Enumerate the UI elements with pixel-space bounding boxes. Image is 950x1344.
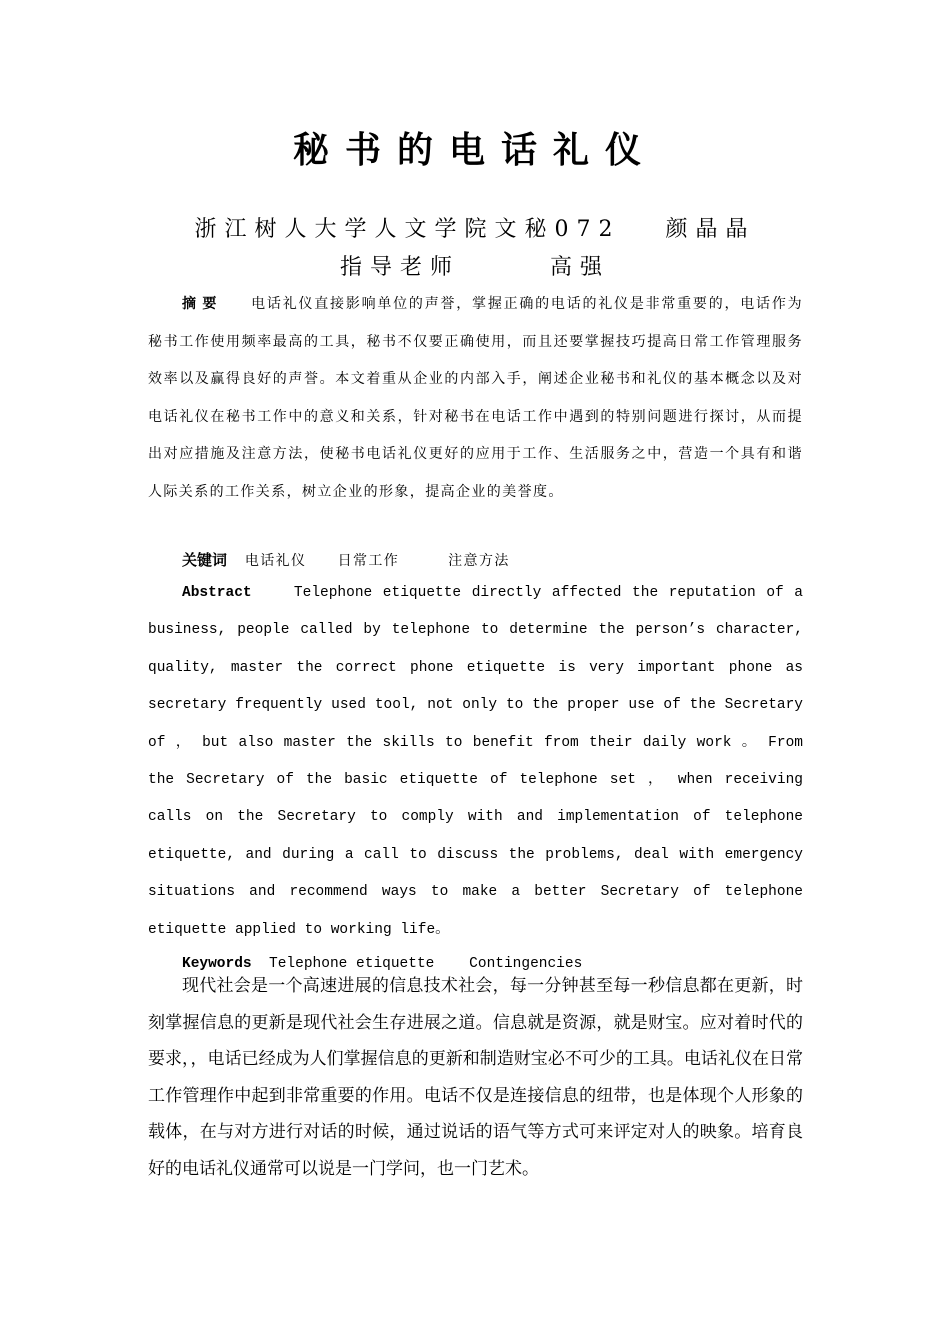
author-line: 浙江树人大学人文学院文秘072 颜晶晶 [194, 217, 756, 242]
english-keywords-label: Keywords [182, 956, 252, 972]
keyword-item: 电话礼仪 [244, 553, 307, 569]
keyword-item: 注意方法 [448, 553, 510, 569]
abstract-text: 电话礼仪直接影响单位的声誉，掌握正确的电话的礼仪是非常重要的，电话作为秘书工作使用频率最高的工具，秘书不仅要正确使用，而且还要掌握技巧提高日常工作管理服务效率以及赢得良好的声誉。本文着重从企业的内部入手，阐述企业秘书和礼仪的基本概念以及对电话礼仪在秘书工作中的意义和关系，针对秘书在电话工作中遇到的特别问题进行探讨，从而提出对应措施及注意方法，使秘书电话礼仪更好的应用于工作、生活服务之中，营造一个具有和谐人际关系的工作关系，树立企业的形象，提高企业的美誉度。 [148, 296, 804, 500]
advisor-line: 指导老师 高强 [340, 255, 610, 280]
english-abstract-text: Telephone etiquette directly affected the reputation of a business, people called by telephone to determine the person’s character, quality, master the correct phone etiquette is very important phone as secretary frequently used tool, not only to the proper use of the Secretary of ， but also master the skills to benefit from their daily work 。 From the Secretary of the basic etiquette of telephone set ， when receiving calls on the Secretary to comply with and implementation of telephone etiquette, and during a call to discuss the problems, deal with emergency situations and recommend ways to make a better Secretary of telephone etiquette applied to working life。 [148, 585, 803, 938]
keywords-label: 关键词 [182, 551, 228, 569]
english-abstract [148, 575, 803, 949]
chinese-abstract [148, 286, 803, 511]
document-title: 秘书的电话礼仪 [292, 129, 657, 171]
english-keyword-item: Telephone etiquette [269, 956, 435, 972]
keyword-item: 日常工作 [337, 553, 400, 569]
abstract-label: 摘要 [182, 296, 223, 312]
english-keyword-item: Contingencies [469, 956, 583, 972]
english-abstract-label: Abstract [182, 585, 252, 601]
body-paragraph: 现代社会是一个高速进展的信息技术社会，每一分钟甚至每一秒信息都在更新，时刻掌握信息的更新是现代社会生存进展之道。信息就是资源，就是财宝。应对着时代的要求，，电话已经成为人们掌握信息的更新和制造财宝必不可少的工具。电话礼仪在日常工作管理作中起到非常重要的作用。电话不仅是连接信息的纽带，也是体现个人形象的载体，在与对方进行对话的时候，通过说话的语气等方式可来评定对人的映象。培育良好的电话礼仪通常可以说是一门学问，也一门艺术。 [148, 976, 803, 1179]
chinese-keywords [182, 544, 803, 577]
